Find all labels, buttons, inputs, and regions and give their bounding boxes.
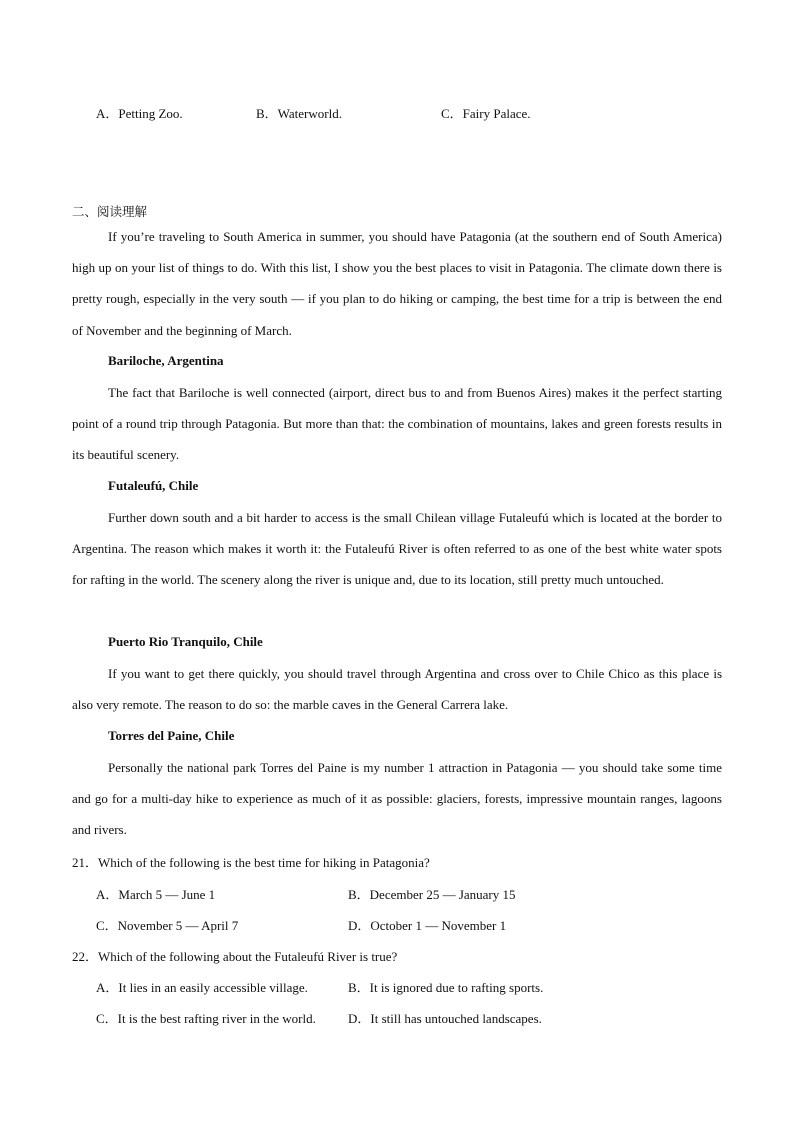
section-title: 二、阅读理解 <box>72 204 148 219</box>
passage-intro: If you’re traveling to South America in summer, you should have Patagonia (at the southern end of South America) high up on your list of things to do. With this list, I show you the best places to visit in Patagonia. The climate down there is pretty rough, especially in the very south — if you plan to do hiking or camping, the best time for a trip is between the end of November and the beginning of March. <box>72 229 722 338</box>
prev-option-c <box>441 103 531 122</box>
option-text: Petting Zoo. <box>118 106 183 121</box>
place-text-futaleufu: Further down south and a bit harder to access is the small Chilean village Futaleufú which is located at the border to Argentina. The reason which makes it worth it: the Futaleufú River is often referred to as one of the best white water spots for rafting in the world. The scenery along the river is unique and, due to its location, still pretty much untouched. <box>72 510 722 588</box>
place-heading-bariloche: Bariloche, Argentina <box>108 353 224 368</box>
place-heading-futaleufu: Futaleufú, Chile <box>108 478 199 493</box>
question-22-option-a <box>96 977 308 996</box>
question-22-option-d <box>348 1008 542 1027</box>
question-21-stem <box>72 852 430 871</box>
question-text: Which of the following is the best time for hiking in Patagonia? <box>98 855 430 870</box>
option-text: It lies in an easily accessible village. <box>118 980 308 995</box>
place-heading-torres-del-paine: Torres del Paine, Chile <box>108 728 235 743</box>
option-text: October 1 — November 1 <box>370 918 507 933</box>
option-text: November 5 — April 7 <box>117 918 239 933</box>
place-text-torres-del-paine: Personally the national park Torres del Paine is my number 1 attraction in Patagonia — you should take some time and go for a multi-day hike to experience as much of it as possible: glaciers, forests, impressive mountain ranges, lagoons and rivers. <box>72 760 722 838</box>
option-text: December 25 — January 15 <box>369 887 516 902</box>
place-heading-puerto-rio-tranquilo: Puerto Rio Tranquilo, Chile <box>108 634 263 649</box>
question-21-option-d <box>348 915 506 934</box>
prev-option-b <box>256 103 342 122</box>
option-text: Waterworld. <box>277 106 342 121</box>
question-21-option-c <box>96 915 238 934</box>
option-letter: D． <box>348 918 371 933</box>
option-letter: B． <box>256 106 278 121</box>
option-letter: C． <box>96 918 118 933</box>
option-letter: A． <box>96 980 119 995</box>
option-letter: A． <box>96 106 119 121</box>
option-letter: A． <box>96 887 119 902</box>
question-21-option-a <box>96 884 215 903</box>
option-text: It is ignored due to rafting sports. <box>369 980 544 995</box>
option-letter: C． <box>441 106 463 121</box>
option-letter: B． <box>348 980 370 995</box>
option-letter: B． <box>348 887 370 902</box>
question-number: 22． <box>72 949 99 964</box>
question-21-option-b <box>348 884 516 903</box>
question-22-option-c <box>96 1008 316 1027</box>
option-letter: D． <box>348 1011 371 1026</box>
option-text: It still has untouched landscapes. <box>370 1011 542 1026</box>
option-text: It is the best rafting river in the world. <box>117 1011 316 1026</box>
question-22-option-b <box>348 977 543 996</box>
option-text: Fairy Palace. <box>462 106 531 121</box>
option-text: March 5 — June 1 <box>118 887 216 902</box>
option-letter: C． <box>96 1011 118 1026</box>
question-text: Which of the following about the Futaleufú River is true? <box>98 949 398 964</box>
question-number: 21． <box>72 855 99 870</box>
place-text-bariloche: The fact that Bariloche is well connected (airport, direct bus to and from Buenos Aires) makes it the perfect starting point of a round trip through Patagonia. But more than that: the combination of mountains, lakes and green forests results in its beautiful scenery. <box>72 385 722 463</box>
place-text-puerto-rio-tranquilo: If you want to get there quickly, you should travel through Argentina and cross over to Chile Chico as this place is also very remote. The reason to do so: the marble caves in the General Carrera lake. <box>72 666 722 713</box>
question-22-stem <box>72 946 397 965</box>
prev-option-a <box>96 103 183 122</box>
